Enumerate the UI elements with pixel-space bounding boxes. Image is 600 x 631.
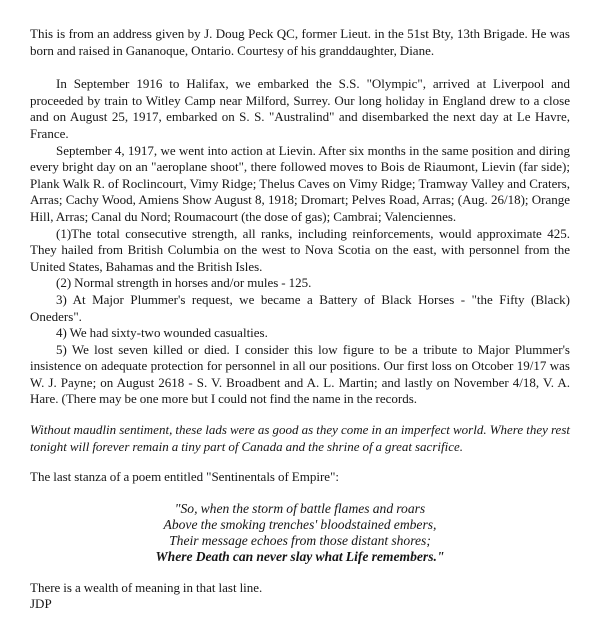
signature-initials: JDP	[30, 596, 52, 612]
tribute-paragraph: Without maudlin sentiment, these lads were as good as they come in an imperfect world. Where they rest tonight will forever remain a tiny part of Canada and the shrine of a great sacrifice.	[30, 422, 570, 454]
address-body	[30, 76, 570, 408]
poem-line-1: "So, when the storm of battle flames and roars	[174, 500, 426, 516]
paragraph-note-3-black-horses: 3) At Major Plummer's request, we became a Battery of Black Horses - "the Fifty (Black) Oneders".	[30, 291, 570, 324]
paragraph-note-5-losses: 5) We lost seven killed or died. I consider this low figure to be a tribute to Major Plummer's insistence on adequate protection for personnel in all our positions. Our first loss on Otcober 19/17 was W. J. Payne; on August 2618 - S. V. Broadbent and A. L. Martin; and lastly on November 4/18, V. A. Hare. (There may be one more but I could not find the name in the records.	[30, 341, 570, 407]
paragraph-action-moves: September 4, 1917, we went into action at Lievin. After six months in the same position and diring every bright day on an "aeroplane shoot", there followed moves to Bois de Riaumont, Lievin (far side); Plank Walk R. of Roclincourt, Vimy Ridge; Thelus Caves on Vimy Ridge; Tramway Valley and Craters, Arras; Cachy Wood, Amiens Show August 8, 1918; Dromart; Pelves Road, Arras; (Aug. 26/18); Orange Hill, Arras; Canal du Nord; Roumacourt (the dose of gas); Cambrai; Valenciennes.	[30, 142, 570, 224]
poem-stanza	[30, 501, 570, 565]
poem-intro-line: The last stanza of a poem entitled "Sentinentals of Empire":	[30, 469, 339, 485]
paragraph-note-2-horses: (2) Normal strength in horses and/or mules - 125.	[56, 275, 312, 291]
paragraph-note-1-strength: (1)The total consecutive strength, all ranks, including reinforcements, would approximate 425. They hailed from British Columbia on the west to Nova Scotia on the east, with personnel from the United States, Bahamas and the British Isles.	[30, 225, 570, 274]
poem-line-3: Their message echoes from those distant shores;	[169, 532, 431, 548]
poem-line-4: Where Death can never slay what Life remembers."	[155, 548, 445, 564]
closing-line: There is a wealth of meaning in that last line.	[30, 579, 263, 595]
paragraph-voyage: In September 1916 to Halifax, we embarked the S.S. "Olympic", arrived at Liverpool and proceeded by train to Witley Camp near Milford, Surrey. Our long holiday in England drew to a close and on August 25, 1917, embarked on S. S. "Australind" and disembarked the next day at Le Havre, France.	[30, 76, 570, 141]
paragraph-note-4-wounded: 4) We had sixty-two wounded casualties.	[56, 325, 268, 341]
poem-line-2: Above the smoking trenches' bloodstained embers,	[163, 516, 437, 532]
intro-paragraph: This is from an address given by J. Doug Peck QC, former Lieut. in the 51st Bty, 13th Brigade. He was born and raised in Gananoque, Ontario. Courtesy of his granddaughter, Diane.	[30, 26, 570, 58]
